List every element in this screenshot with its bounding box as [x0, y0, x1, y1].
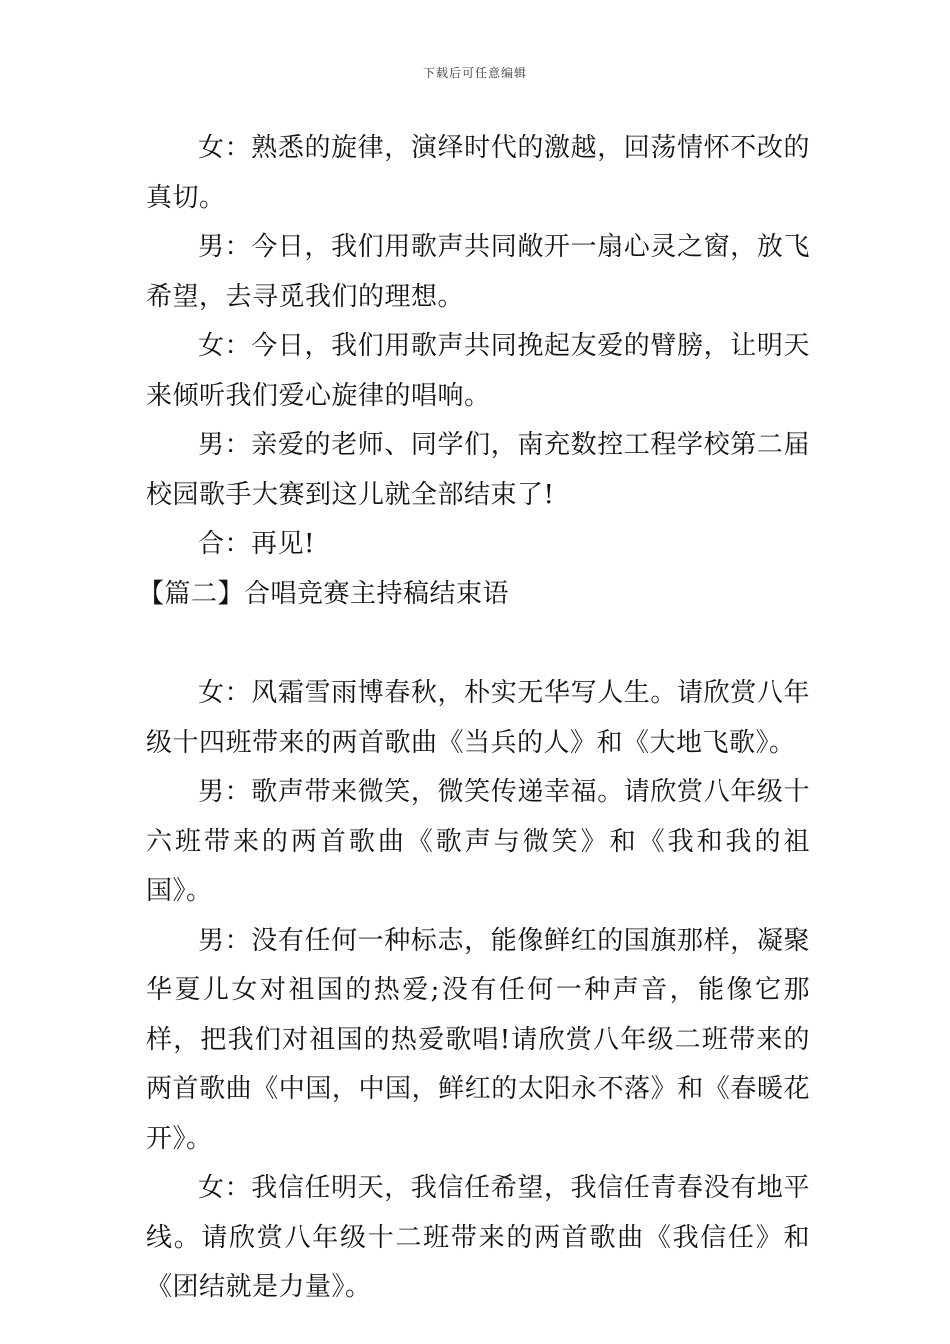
- paragraph: 男：今日，我们用歌声共同敞开一扇心灵之窗，放飞希望，去寻觅我们的理想。: [146, 232, 810, 312]
- document-body: [138, 124, 810, 1313]
- header-note: 下载后可任意编辑: [422, 66, 527, 80]
- paragraph: 女：今日，我们用歌声共同挽起友爱的臂膀，让明天来倾听我们爱心旋律的唱响。: [146, 331, 810, 411]
- blank-line: [146, 619, 810, 669]
- paragraph: 女：我信任明天，我信任希望，我信任青春没有地平线。请欣赏八年级十二班带来的两首歌曲《我信任》和《团结就是力量》。: [146, 1173, 810, 1302]
- paragraph: 男：没有任何一种标志，能像鲜红的国旗那样，凝聚华夏儿女对祖国的热爱;没有任何一种声音，能像它那样，把我们对祖国的热爱歌唱!请欣赏八年级二班带来的两首歌曲《中国，中国，鲜红的太阳永不落》和《春暖花开》。: [146, 925, 810, 1154]
- paragraph: 女：风霜雪雨博春秋，朴实无华写人生。请欣赏八年级十四班带来的两首歌曲《当兵的人》和《大地飞歌》。: [146, 678, 810, 758]
- paragraph: 女：熟悉的旋律，演绎时代的激越，回荡情怀不改的真切。: [146, 133, 810, 213]
- paragraph: 男：歌声带来微笑，微笑传递幸福。请欣赏八年级十六班带来的两首歌曲《歌声与微笑》和《我和我的祖国》。: [146, 777, 810, 906]
- paragraph: 合：再见!: [198, 529, 315, 559]
- section-heading: 【篇二】合唱竞赛主持稿结束语: [138, 578, 510, 609]
- paragraph: 男：亲爱的老师、同学们，南充数控工程学校第二届校园歌手大赛到这儿就全部结束了!: [146, 430, 810, 510]
